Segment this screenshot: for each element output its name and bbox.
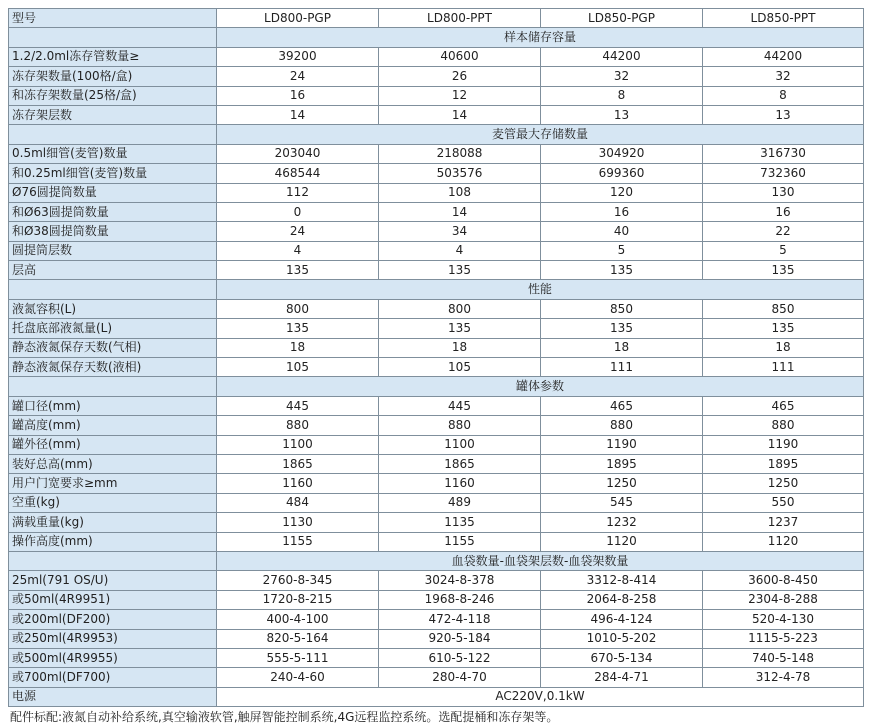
table-row bbox=[9, 571, 864, 590]
section-title: 样本储存容量 bbox=[217, 28, 864, 47]
model-header: LD850-PPT bbox=[703, 9, 864, 28]
row-value: 3312-8-414 bbox=[541, 571, 703, 590]
section-label-cell bbox=[9, 551, 217, 570]
row-value: 800 bbox=[217, 299, 379, 318]
row-value: 34 bbox=[379, 222, 541, 241]
row-value: 13 bbox=[703, 105, 864, 124]
row-value: 26 bbox=[379, 67, 541, 86]
table-row bbox=[9, 222, 864, 241]
row-value: 44200 bbox=[703, 47, 864, 66]
row-label: 或50ml(4R9951) bbox=[9, 590, 217, 609]
row-value: 920-5-184 bbox=[379, 629, 541, 648]
row-value: 850 bbox=[541, 299, 703, 318]
row-value: 112 bbox=[217, 183, 379, 202]
row-value: 105 bbox=[379, 358, 541, 377]
row-label: 罐高度(mm) bbox=[9, 416, 217, 435]
row-value: 16 bbox=[217, 86, 379, 105]
row-label: 冻存架层数 bbox=[9, 105, 217, 124]
row-value: 732360 bbox=[703, 164, 864, 183]
row-value: 14 bbox=[217, 105, 379, 124]
section-title: 性能 bbox=[217, 280, 864, 299]
section-row bbox=[9, 28, 864, 47]
table-row bbox=[9, 202, 864, 221]
row-value: 18 bbox=[217, 338, 379, 357]
header-label: 型号 bbox=[9, 9, 217, 28]
row-value: 5 bbox=[703, 241, 864, 260]
section-label-cell bbox=[9, 280, 217, 299]
row-value: 18 bbox=[379, 338, 541, 357]
row-value: 4 bbox=[217, 241, 379, 260]
section-title: 罐体参数 bbox=[217, 377, 864, 396]
table-row bbox=[9, 629, 864, 648]
row-value: 44200 bbox=[541, 47, 703, 66]
row-value: 2064-8-258 bbox=[541, 590, 703, 609]
section-title: 麦管最大存储数量 bbox=[217, 125, 864, 144]
row-label: 托盘底部液氮量(L) bbox=[9, 319, 217, 338]
row-value: 1190 bbox=[541, 435, 703, 454]
row-value: 445 bbox=[379, 396, 541, 415]
row-label: 和Ø38圆提筒数量 bbox=[9, 222, 217, 241]
section-row bbox=[9, 125, 864, 144]
row-value: 135 bbox=[703, 261, 864, 280]
row-value: 111 bbox=[541, 358, 703, 377]
table-row bbox=[9, 668, 864, 687]
table-row bbox=[9, 610, 864, 629]
row-value: 284-4-71 bbox=[541, 668, 703, 687]
row-value: 1237 bbox=[703, 513, 864, 532]
row-value: 22 bbox=[703, 222, 864, 241]
row-value: 699360 bbox=[541, 164, 703, 183]
row-label: 空重(kg) bbox=[9, 493, 217, 512]
row-value: 14 bbox=[379, 202, 541, 221]
header-row bbox=[9, 9, 864, 28]
row-value: 40600 bbox=[379, 47, 541, 66]
row-value: 880 bbox=[703, 416, 864, 435]
row-value: 496-4-124 bbox=[541, 610, 703, 629]
row-value: 16 bbox=[703, 202, 864, 221]
row-value: 1115-5-223 bbox=[703, 629, 864, 648]
section-row bbox=[9, 280, 864, 299]
table-row bbox=[9, 416, 864, 435]
row-label: 0.5ml细管(麦管)数量 bbox=[9, 144, 217, 163]
table-row bbox=[9, 513, 864, 532]
row-value: 555-5-111 bbox=[217, 648, 379, 667]
row-value: 312-4-78 bbox=[703, 668, 864, 687]
row-value: 880 bbox=[541, 416, 703, 435]
table-row bbox=[9, 648, 864, 667]
row-label: 和冻存架数量(25格/盒) bbox=[9, 86, 217, 105]
row-label: 圆提筒层数 bbox=[9, 241, 217, 260]
row-value: 610-5-122 bbox=[379, 648, 541, 667]
row-value: 445 bbox=[217, 396, 379, 415]
row-value: 16 bbox=[541, 202, 703, 221]
row-value: 800 bbox=[379, 299, 541, 318]
table-row bbox=[9, 532, 864, 551]
power-value: AC220V,0.1kW bbox=[217, 687, 864, 706]
row-value: 1160 bbox=[217, 474, 379, 493]
row-value: 670-5-134 bbox=[541, 648, 703, 667]
row-value: 465 bbox=[541, 396, 703, 415]
table-row bbox=[9, 86, 864, 105]
row-value: 1250 bbox=[541, 474, 703, 493]
row-value: 503576 bbox=[379, 164, 541, 183]
row-value: 108 bbox=[379, 183, 541, 202]
power-label: 电源 bbox=[9, 687, 217, 706]
row-label: 和0.25ml细管(麦管)数量 bbox=[9, 164, 217, 183]
row-value: 12 bbox=[379, 86, 541, 105]
table-row bbox=[9, 319, 864, 338]
table-row bbox=[9, 144, 864, 163]
row-label: 静态液氮保存天数(气相) bbox=[9, 338, 217, 357]
row-value: 135 bbox=[541, 319, 703, 338]
row-value: 4 bbox=[379, 241, 541, 260]
table-row bbox=[9, 261, 864, 280]
row-value: 740-5-148 bbox=[703, 648, 864, 667]
row-value: 218088 bbox=[379, 144, 541, 163]
row-value: 1135 bbox=[379, 513, 541, 532]
table-row bbox=[9, 105, 864, 124]
row-value: 1895 bbox=[703, 454, 864, 473]
row-value: 880 bbox=[379, 416, 541, 435]
row-label: 用户门宽要求≥mm bbox=[9, 474, 217, 493]
row-value: 304920 bbox=[541, 144, 703, 163]
row-label: 罐外径(mm) bbox=[9, 435, 217, 454]
table-row bbox=[9, 493, 864, 512]
row-value: 1968-8-246 bbox=[379, 590, 541, 609]
row-value: 8 bbox=[541, 86, 703, 105]
row-value: 1160 bbox=[379, 474, 541, 493]
row-label: 或500ml(4R9955) bbox=[9, 648, 217, 667]
row-value: 18 bbox=[541, 338, 703, 357]
row-value: 105 bbox=[217, 358, 379, 377]
row-value: 24 bbox=[217, 222, 379, 241]
table-row bbox=[9, 241, 864, 260]
row-value: 1100 bbox=[379, 435, 541, 454]
row-value: 1010-5-202 bbox=[541, 629, 703, 648]
row-label: 层高 bbox=[9, 261, 217, 280]
table-row bbox=[9, 67, 864, 86]
spec-sheet bbox=[8, 8, 863, 726]
table-row bbox=[9, 454, 864, 473]
model-header: LD850-PGP bbox=[541, 9, 703, 28]
model-header: LD800-PPT bbox=[379, 9, 541, 28]
row-label: 或250ml(4R9953) bbox=[9, 629, 217, 648]
row-value: 40 bbox=[541, 222, 703, 241]
table-row bbox=[9, 358, 864, 377]
table-row bbox=[9, 183, 864, 202]
row-value: 1155 bbox=[379, 532, 541, 551]
row-value: 1895 bbox=[541, 454, 703, 473]
row-value: 400-4-100 bbox=[217, 610, 379, 629]
row-value: 850 bbox=[703, 299, 864, 318]
row-value: 1120 bbox=[541, 532, 703, 551]
row-value: 1120 bbox=[703, 532, 864, 551]
row-label: 25ml(791 OS/U) bbox=[9, 571, 217, 590]
row-label: 操作高度(mm) bbox=[9, 532, 217, 551]
row-label: 和Ø63圆提筒数量 bbox=[9, 202, 217, 221]
section-label-cell bbox=[9, 125, 217, 144]
spec-table-body bbox=[9, 9, 864, 707]
row-label: Ø76圆提筒数量 bbox=[9, 183, 217, 202]
section-label-cell bbox=[9, 377, 217, 396]
table-row bbox=[9, 474, 864, 493]
row-value: 1232 bbox=[541, 513, 703, 532]
row-value: 489 bbox=[379, 493, 541, 512]
row-value: 5 bbox=[541, 241, 703, 260]
row-value: 1100 bbox=[217, 435, 379, 454]
row-value: 1190 bbox=[703, 435, 864, 454]
table-row bbox=[9, 338, 864, 357]
row-value: 472-4-118 bbox=[379, 610, 541, 629]
row-value: 3024-8-378 bbox=[379, 571, 541, 590]
table-row bbox=[9, 396, 864, 415]
table-row bbox=[9, 299, 864, 318]
row-value: 135 bbox=[217, 261, 379, 280]
section-row bbox=[9, 377, 864, 396]
row-value: 280-4-70 bbox=[379, 668, 541, 687]
row-value: 240-4-60 bbox=[217, 668, 379, 687]
row-value: 24 bbox=[217, 67, 379, 86]
row-value: 1865 bbox=[379, 454, 541, 473]
row-label: 或200ml(DF200) bbox=[9, 610, 217, 629]
table-row bbox=[9, 435, 864, 454]
row-value: 111 bbox=[703, 358, 864, 377]
row-value: 135 bbox=[217, 319, 379, 338]
row-value: 32 bbox=[703, 67, 864, 86]
row-value: 2304-8-288 bbox=[703, 590, 864, 609]
row-value: 32 bbox=[541, 67, 703, 86]
row-label: 或700ml(DF700) bbox=[9, 668, 217, 687]
row-value: 1130 bbox=[217, 513, 379, 532]
row-value: 135 bbox=[541, 261, 703, 280]
row-label: 静态液氮保存天数(液相) bbox=[9, 358, 217, 377]
section-label-cell bbox=[9, 28, 217, 47]
row-label: 1.2/2.0ml冻存管数量≥ bbox=[9, 47, 217, 66]
row-value: 3600-8-450 bbox=[703, 571, 864, 590]
row-value: 465 bbox=[703, 396, 864, 415]
table-row bbox=[9, 590, 864, 609]
row-value: 484 bbox=[217, 493, 379, 512]
section-title: 血袋数量-血袋架层数-血袋架数量 bbox=[217, 551, 864, 570]
row-value: 2760-8-345 bbox=[217, 571, 379, 590]
accessories-note: 配件标配:液氮自动补给系统,真空输液软管,触屏智能控制系统,4G远程监控系统。选配提桶和冻存架等。 bbox=[10, 710, 559, 725]
row-value: 14 bbox=[379, 105, 541, 124]
power-row bbox=[9, 687, 864, 706]
row-label: 冻存架数量(100格/盒) bbox=[9, 67, 217, 86]
row-value: 0 bbox=[217, 202, 379, 221]
row-value: 8 bbox=[703, 86, 864, 105]
row-value: 120 bbox=[541, 183, 703, 202]
row-value: 13 bbox=[541, 105, 703, 124]
row-value: 545 bbox=[541, 493, 703, 512]
row-value: 520-4-130 bbox=[703, 610, 864, 629]
row-label: 装好总高(mm) bbox=[9, 454, 217, 473]
row-value: 135 bbox=[379, 261, 541, 280]
row-value: 1155 bbox=[217, 532, 379, 551]
row-value: 1865 bbox=[217, 454, 379, 473]
row-value: 316730 bbox=[703, 144, 864, 163]
row-value: 820-5-164 bbox=[217, 629, 379, 648]
row-label: 液氮容积(L) bbox=[9, 299, 217, 318]
row-value: 39200 bbox=[217, 47, 379, 66]
table-row bbox=[9, 164, 864, 183]
row-value: 130 bbox=[703, 183, 864, 202]
spec-table bbox=[8, 8, 864, 707]
model-header: LD800-PGP bbox=[217, 9, 379, 28]
row-value: 550 bbox=[703, 493, 864, 512]
row-value: 135 bbox=[379, 319, 541, 338]
row-value: 880 bbox=[217, 416, 379, 435]
row-value: 203040 bbox=[217, 144, 379, 163]
row-value: 1250 bbox=[703, 474, 864, 493]
row-label: 罐口径(mm) bbox=[9, 396, 217, 415]
row-value: 1720-8-215 bbox=[217, 590, 379, 609]
row-label: 满载重量(kg) bbox=[9, 513, 217, 532]
row-value: 18 bbox=[703, 338, 864, 357]
row-value: 135 bbox=[703, 319, 864, 338]
table-row bbox=[9, 47, 864, 66]
section-row bbox=[9, 551, 864, 570]
row-value: 468544 bbox=[217, 164, 379, 183]
